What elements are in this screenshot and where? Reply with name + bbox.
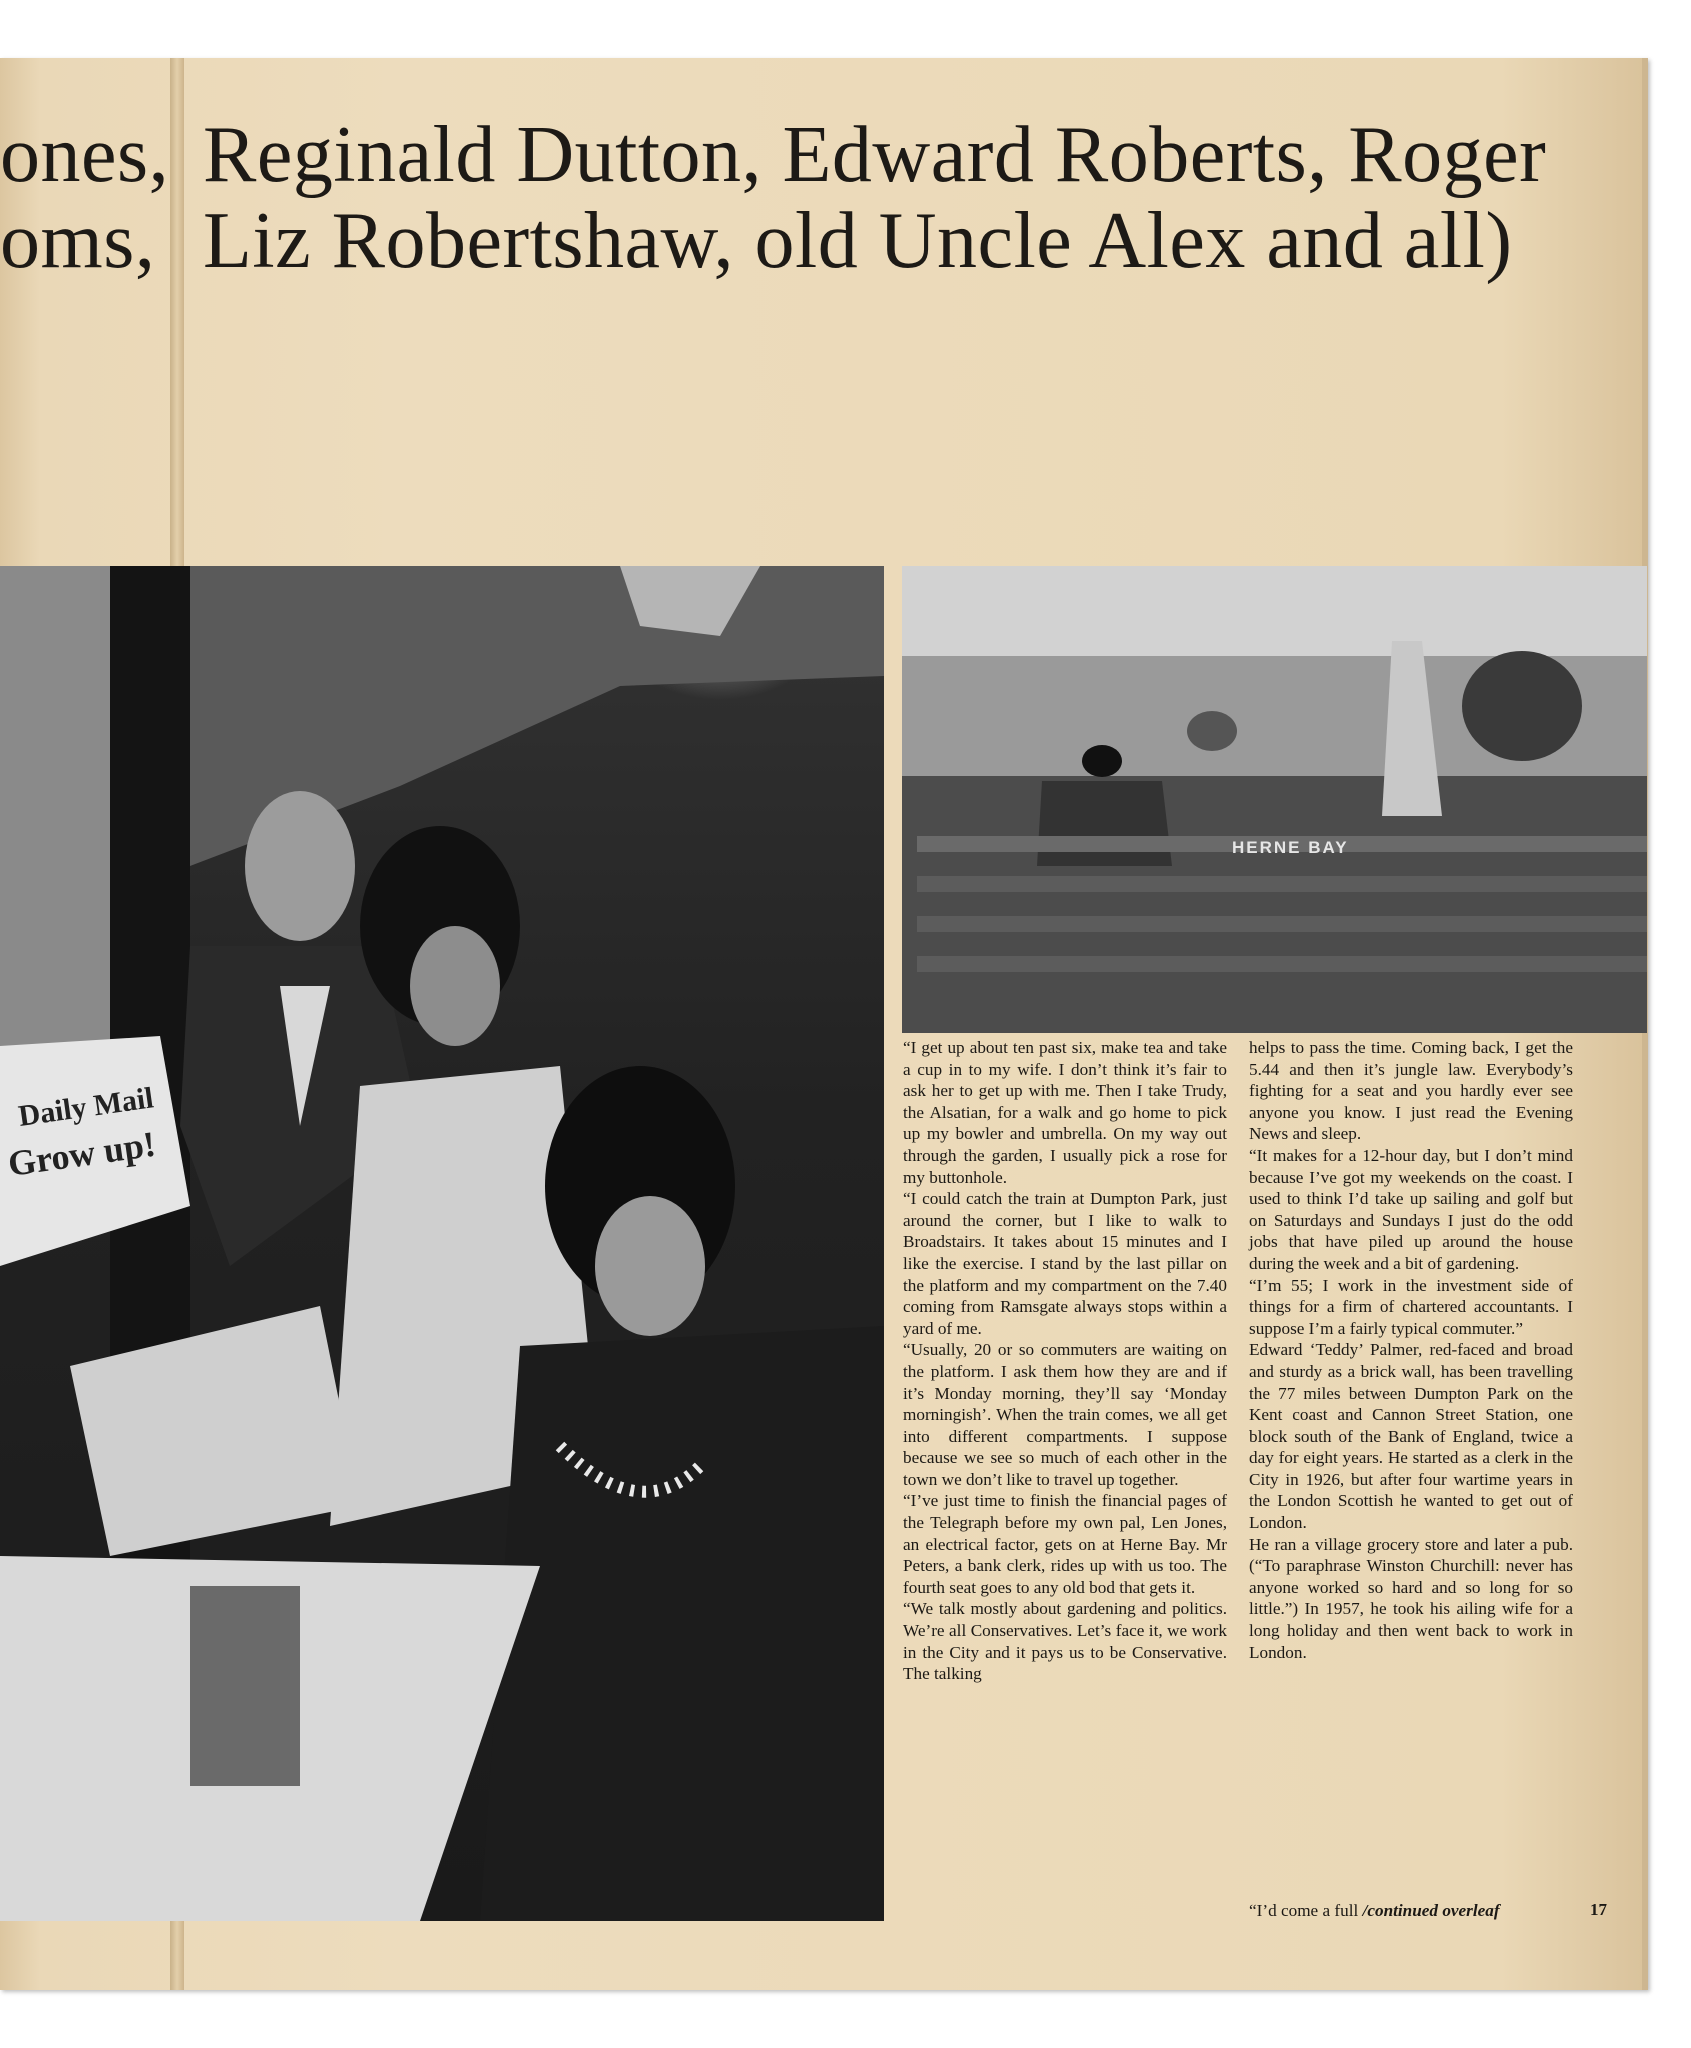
shrub	[1187, 711, 1237, 751]
column-2-paragraph-3: “I’m 55; I work in the investment side of things for a firm of chartered accountants. I suppose I’m a fairly typical commuter.”	[1249, 1275, 1573, 1338]
article-column-1	[903, 1037, 1227, 1685]
column-1-paragraph-2: “I could catch the train at Dumpton Park, just around the corner, but I like to walk to Broadstairs. It takes about 15 minutes and I like the exercise. I stand by the last pillar on the platform and my compartment on the 7.40 coming from Ramsgate always stops within a yard of me.	[903, 1189, 1227, 1338]
woman-1-face	[410, 926, 500, 1046]
platform-illustration	[902, 566, 1647, 1033]
newspaper-headline: Grow up!	[5, 1123, 159, 1184]
article-column-2	[1249, 1037, 1573, 1663]
woman-2-face	[595, 1196, 705, 1336]
column-2-paragraph-5: He ran a village grocery store and later a pub. (“To paraphrase Winston Churchill: never has anyone worked so hard and so long for so little.”) In 1957, he took his ailing wife for a long holiday and then went back to work in London.	[1249, 1534, 1573, 1662]
continued-line	[1249, 1900, 1609, 1922]
column-2-paragraph-2: “It makes for a 12-hour day, but I don’t mind because I’ve got my weekends on the coast. I used to think I’d take up sailing and golf but on Saturdays and Sundays I just do the odd jobs that have piled up around the house during the week and a bit of gardening.	[1249, 1145, 1573, 1273]
newspaper-masthead: Daily Mail	[16, 1081, 156, 1133]
tree	[1462, 651, 1582, 761]
column-1-paragraph-4: “I’ve just time to finish the financial pages of the Telegraph before my own pal, Len Jones, an electrical factor, gets on at Herne Bay. Mr Peters, a bank clerk, rides up with us too. The fourth seat goes to any old bod that gets it.	[903, 1491, 1227, 1597]
column-1-paragraph-1: “I get up about ten past six, make tea and take a cup in to my wife. I don’t think it’s fair to ask her to get up with me. Then I take Trudy, the Alsatian, for a walk and go home to pick up my bowler and umbrella. On my way out through the garden, I usually pick a rose for my buttonhole.	[903, 1038, 1227, 1187]
bench-slat-1	[917, 876, 1647, 892]
woman-2-dress	[480, 1326, 884, 1921]
column-1-paragraph-5: “We talk mostly about gardening and politics. We’re all Conservatives. Let’s face it, we work in the City and it pays us to be Conservative. The talking	[903, 1599, 1227, 1684]
train-compartment-photo	[0, 566, 884, 1921]
column-2-paragraph-1: helps to pass the time. Coming back, I get the 5.44 and then it’s jungle law. Everybody’s fighting for a seat and you hardly ever see anyone you know. I just read the Evening News and sleep.	[1249, 1038, 1573, 1144]
column-1-paragraph-3: “Usually, 20 or so commuters are waiting on the platform. I ask them how they are and if it’s Monday morning, they’ll say ‘Monday morningish’. When the train comes, we all get into different compartments. I suppose because we see so much of each other in the town we don’t like to travel up together.	[903, 1340, 1227, 1489]
column-2-paragraph-4: Edward ‘Teddy’ Palmer, red-faced and broad and sturdy as a brick wall, has been travelling the 77 miles between Dumpton Park on the Kent coast and Cannon Street Station, one block south of the Bank of England, twice a day for eight years. He started as a clerk in the City in 1926, but after four wartime years in the London Scottish he wanted to get out of London.	[1249, 1340, 1573, 1533]
platform	[902, 776, 1647, 1033]
train-compartment-illustration	[0, 566, 884, 1921]
bowler-hat	[1082, 745, 1122, 777]
headline-line-2-right: Liz Robertshaw, old Uncle Alex and all)	[203, 197, 1513, 285]
headline-line-2-left: oms,	[0, 197, 156, 285]
station-sign: HERNE BAY	[1232, 838, 1349, 857]
newspaper-photo	[190, 1586, 300, 1786]
bench-slat-3	[917, 956, 1647, 972]
bench-slat-2	[917, 916, 1647, 932]
page-number: 17	[1590, 1900, 1607, 1919]
continued-overleaf: /continued overleaf	[1362, 1901, 1500, 1920]
man-head	[245, 791, 355, 941]
seated-man	[1037, 781, 1172, 866]
headline-line-1-right: Reginald Dutton, Edward Roberts, Roger	[203, 111, 1547, 199]
headline-line-1-left: ones,	[0, 111, 170, 199]
continued-text: “I’d come a full	[1249, 1901, 1359, 1920]
sky	[902, 566, 1647, 656]
herne-bay-platform-photo	[902, 566, 1647, 1033]
article-body	[903, 1037, 1615, 1927]
